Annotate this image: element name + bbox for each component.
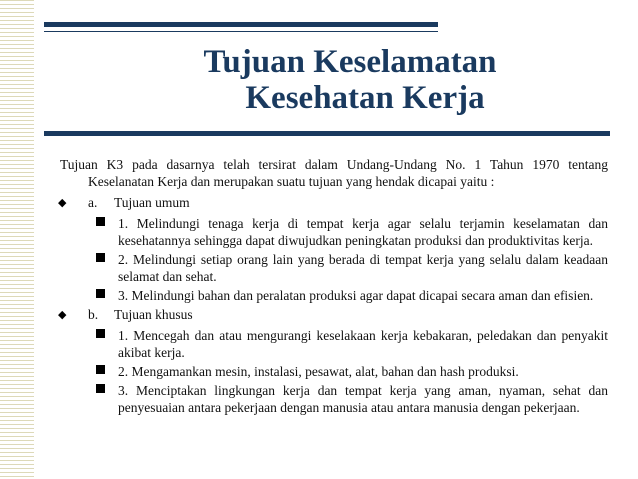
slide-body bbox=[60, 156, 608, 418]
list-item bbox=[60, 215, 608, 249]
diamond-bullet-icon: ◆ bbox=[58, 197, 67, 209]
list-item-text: 3. Melindungi bahan dan peralatan produksi agar dapat dicapai secara aman dan efisien. bbox=[118, 288, 594, 303]
square-bullet-icon bbox=[96, 289, 105, 298]
list-item bbox=[60, 327, 608, 361]
decorative-stripes bbox=[0, 0, 34, 479]
title-rule-top-thin bbox=[44, 31, 438, 32]
square-bullet-icon bbox=[96, 217, 105, 226]
title-rule-top bbox=[44, 22, 438, 27]
square-bullet-icon bbox=[96, 329, 105, 338]
section-title: Tujuan khusus bbox=[114, 307, 193, 322]
list-item bbox=[60, 251, 608, 285]
title-line-1: Tujuan Keselamatan bbox=[203, 44, 497, 80]
list-item bbox=[60, 287, 608, 304]
list-item-text: 3. Menciptakan lingkungan kerja dan tempat kerja yang aman, nyaman, sehat dan penyesuaian antara pekerjaan dengan manusia atau antara manusia dengan pekerjaan. bbox=[118, 383, 608, 415]
diamond-bullet-icon: ◆ bbox=[58, 309, 67, 321]
section-title: Tujuan umum bbox=[114, 195, 190, 210]
list-item-text: 1. Melindungi tenaga kerja di tempat kerja agar selalu terjamin keselamatan dan kesehatannya sehingga dapat diwujudkan peningkatan produksi dan produktivitas kerja. bbox=[118, 216, 608, 248]
list-item bbox=[60, 363, 608, 380]
section-b bbox=[60, 306, 608, 416]
section-heading bbox=[60, 306, 608, 323]
list-item-text: 2. Melindungi setiap orang lain yang berada di tempat kerja yang selalu dalam keadaan selamat dan sehat. bbox=[118, 252, 608, 284]
section-heading bbox=[60, 194, 608, 211]
section-a bbox=[60, 194, 608, 304]
list-item-text: 2. Mengamankan mesin, instalasi, pesawat, alat, bahan dan hash produksi. bbox=[118, 364, 519, 379]
slide-title bbox=[120, 44, 580, 116]
list-item-text: 1. Mencegah dan atau mengurangi keselakaan kerja kebakaran, peledakan dan penyakit akibat kerja. bbox=[118, 328, 608, 360]
list-item bbox=[60, 382, 608, 416]
title-rule-bottom bbox=[44, 131, 610, 136]
square-bullet-icon bbox=[96, 365, 105, 374]
square-bullet-icon bbox=[96, 253, 105, 262]
square-bullet-icon bbox=[96, 384, 105, 393]
section-label: a. bbox=[88, 195, 98, 210]
intro-paragraph: Tujuan K3 pada dasarnya telah tersirat dalam Undang-Undang No. 1 Tahun 1970 tentang Keselanatan Kerja dan merupakan suatu tujuan yang hendak dicapai yaitu : bbox=[60, 157, 608, 189]
title-line-2: Kesehatan Kerja bbox=[245, 80, 485, 116]
section-label: b. bbox=[88, 307, 99, 322]
